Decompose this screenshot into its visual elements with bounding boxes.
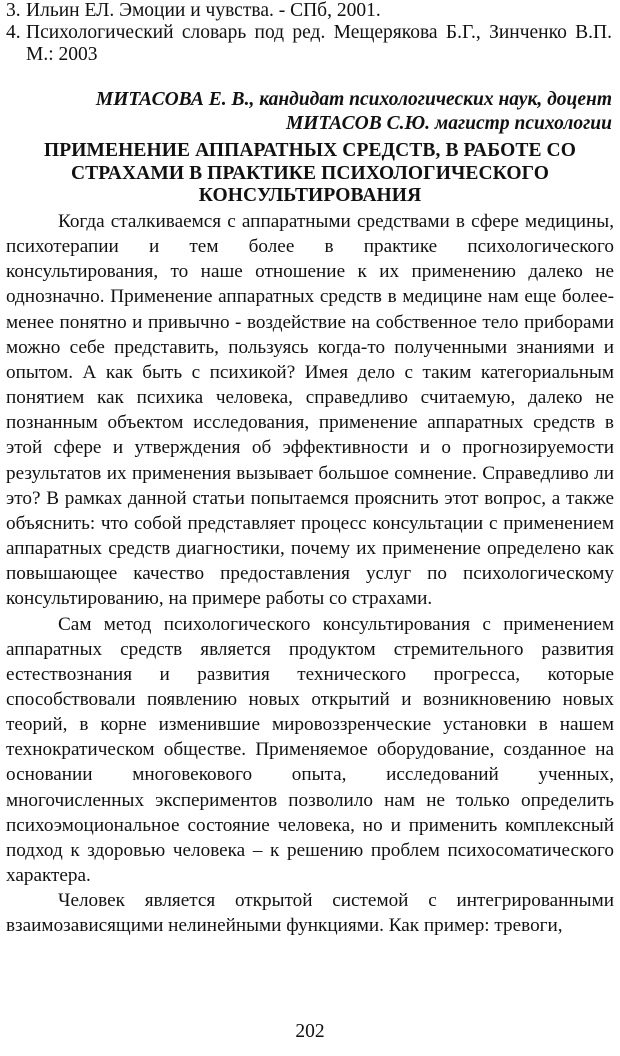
body-paragraph: Когда сталкиваемся с аппаратными средствами в сфере медицины, психотерапии и тем более в практике психологического консультирования, то наше отношение к их применению далеко не однозначно. Применение аппаратных средств в медицине нам еще более-менее понятно и привычно - воздействие на собственное тело приборами можно себе представить, пользуясь когда-то полученными знаниями и опытом. А как быть с психикой? Имея дело с таким категориальным понятием как психика человека, справедливо считаемую, далеко не познанным объектом исследования, применение аппаратных средств в этой сфере и утверждения об эффективности и о прогнозируемости результатов их применения вызывает большое сомнение. Справедливо ли это? В рамках данной статьи попытаемся прояснить этот вопрос, а также объяснить: что собой представляет процесс консультации с применением аппаратных средств диагностики, почему их применение определено как повышающее качество предоставления услуг по психологическому консультированию, на примере работы со страхами. [6,211,614,610]
reference-text: Психологический словарь под ред. Мещерякова Б.Г., Зинченко В.П. М.: 2003 [26,22,612,65]
reference-text: Ильин ЕЛ. Эмоции и чувства. - СПб, 2001. [26,0,381,21]
article-title: ПРИМЕНЕНИЕ АППАРАТНЫХ СРЕДСТВ, В РАБОТЕ СО СТРАХАМИ В ПРАКТИКЕ ПСИХОЛОГИЧЕСКОГО КОНСУЛЬТИРОВАНИЯ [43,140,577,206]
reference-list [6,0,612,66]
reference-item [6,22,612,66]
reference-number: 3. [6,0,21,21]
body-paragraph: Человек является открытой системой с интегрированными взаимозависящими нелинейными функциями. Как пример: тревоги, [6,890,614,937]
reference-number: 4. [6,22,21,43]
page-number: 202 [295,1021,325,1042]
article-authors [52,88,612,136]
author-line: МИТАСОВ С.Ю. магистр психологии [285,113,612,134]
author-line: МИТАСОВА Е. В., кандидат психологических наук, доцент [95,89,612,110]
body-paragraph: Сам метод психологического консультирования с применением аппаратных средств является продуктом стремительного развития естествознания и развития технического прогресса, которые способствовали появлению новых открытий и возникновению новых теорий, в корне изменившие мировоззренческие установки в нашем технократическом обществе. Применяемое оборудование, созданное на основании многовекового опыта, исследований ученных, многочисленных экспериментов позволило нам не только определить психоэмоциональное состояние человека, но и применить комплексный подход к здоровью человека – к решению проблем психосоматического характера. [6,613,614,887]
article-body [6,209,614,939]
reference-item [6,0,612,22]
